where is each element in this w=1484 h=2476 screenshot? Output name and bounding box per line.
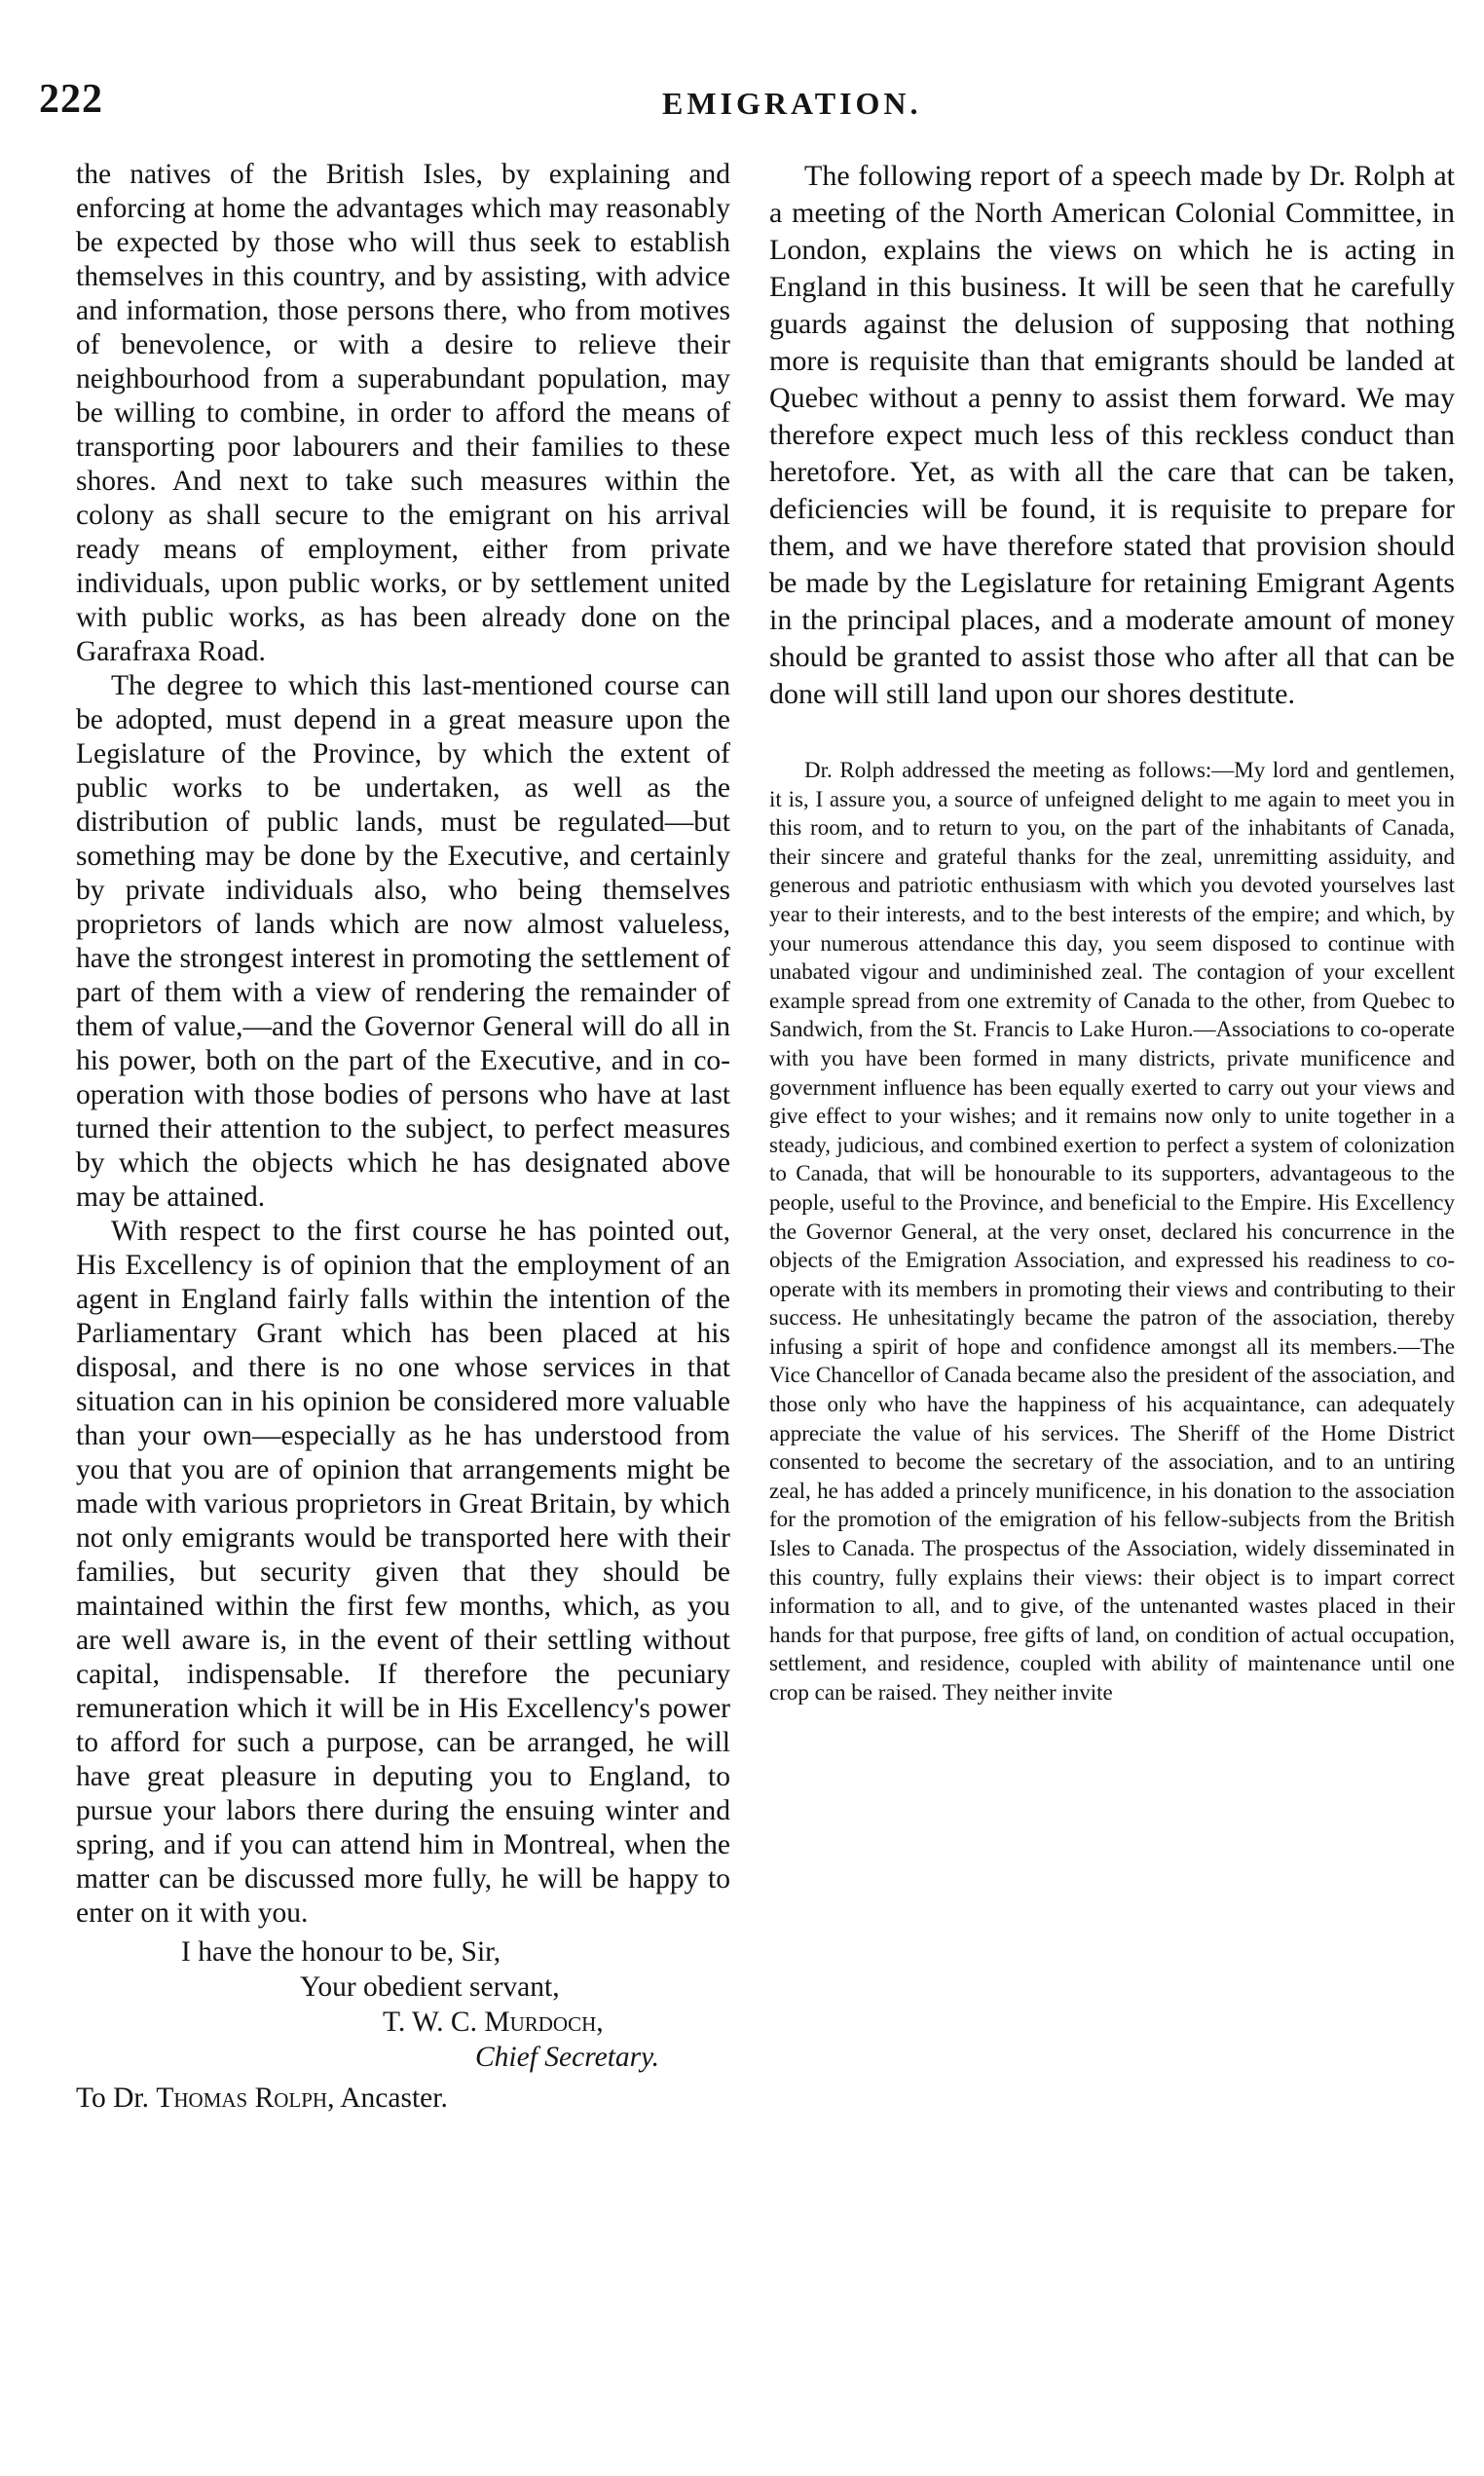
addressee-name: Thomas Rolph: [156, 2082, 328, 2114]
page-number: 222: [39, 77, 103, 122]
letter-closing: [76, 1934, 730, 2116]
addressee-line: [76, 2081, 730, 2116]
left-column: [76, 158, 730, 2116]
signature: T. W. C. Murdoch,: [383, 2007, 604, 2038]
closing-servant: Your obedient servant,: [300, 1971, 560, 2003]
speech-report: Dr. Rolph addressed the meeting as follows:—My lord and gentlemen, it is, I assure you, a source of unfeigned delight to me again to meet you in this room, and to return to you, on the part of the inhabitants of Canada, their sincere and grateful thanks for the zeal, unremitting assiduity, and generous and patriotic enthusiasm with which you devoted yourselves last year to their interests, and to the best interests of the empire; and which, by your numerous attendance this day, you seem disposed to continue with unabated vigour and undiminished zeal. The contagion of your excellent example spread from one extremity of Canada to the other, from Quebec to Sandwich, from the St. Francis to Lake Huron.—Associations to co-operate with you have been formed in many districts, private munificence and government influence has been equally exerted to carry out your views and give effect to your wishes; and it remains now only to unite together in a steady, judicious, and combined exertion to perfect a system of colonization to Canada, that will be honourable to its supporters, advantageous to the people, useful to the Province, and beneficial to the Empire. His Excellency the Governor General, at the very onset, declared his concurrence in the objects of the Emigration Association, and expressed his readiness to co-operate with its members in promoting their views and contributing to their success. He unhesitatingly became the patron of the association, thereby infusing a spirit of hope and confidence amongst all its members.—The Vice Chancellor of Canada became also the president of the association, and those only who have the happiness of his acquaintance, can adequately appreciate the value of his services. The Sheriff of the Home District consented to become the secretary of the association, and to an untiring zeal, he has added a princely munificence, in his donation to the association for the promotion of the emigration of his fellow-subjects from the British Isles to Canada. The prospectus of the Association, widely disseminated in this country, fully explains their views: their object is to impart correct information to all, and to give, of the untenanted wastes placed in their hands for that purpose, free gifts of land, on condition of actual occupation, settlement, and residence, coupled with ability of maintenance until one crop can be raised. They neither invite: [769, 758, 1455, 1705]
page-header: [39, 76, 1461, 134]
closing-line: I have the honour to be, Sir,: [181, 1936, 501, 1968]
paragraph-continuation: the natives of the British Isles, by explaining and enforcing at home the advantages which may reasonably be expected by those who will thus seek to establish themselves in this country, and by assisting, with advice and information, those persons there, who from motives of benevolence, or with a desire to relieve their neighbourhood from a superabundant population, may be willing to combine, in order to afford the means of transporting poor labourers and their families to these shores. And next to take such measures within the colony as shall secure to the emigrant on his arrival ready means of employment, either from private individuals, upon public works, or by settlement united with public works, as has been already done on the Garafraxa Road.: [76, 159, 730, 667]
editorial-intro: The following report of a speech made by Dr. Rolph at a meeting of the North American Colonial Committee, in London, explains the views on which he is acting in England in this business. It will be seen that he carefully guards against the delusion of supposing that nothing more is requisite than that emigrants should be landed at Quebec without a penny to assist them forward. We may therefore expect much less of this reckless conduct than heretofore. Yet, as with all the care that can be taken, deficiencies will be found, it is requisite to prepare for them, and we have therefore stated that provision should be made by the Legislature for retaining Emigrant Agents in the principal places, and a moderate amount of money should be granted to assist those who after all that can be done will still land upon our shores destitute.: [769, 160, 1455, 710]
paragraph-degree: The degree to which this last-mentioned course can be adopted, must depend in a great measure upon the Legislature of the Province, by which the extent of public works to be undertaken, as well as the distribution of public lands, must be regulated—but something may be done by the Executive, and certainly by private individuals also, who being themselves proprietors of lands which are now almost valueless, have the strongest interest in promoting the settlement of part of them with a view of rendering the remainder of them of value,—and the Governor General will do all in his power, both on the part of the Executive, and in co-operation with those bodies of persons who have at last turned their attention to the subject, to perfect measures by which the objects which he has designated above may be attained.: [76, 670, 730, 1213]
addressee-prefix: To Dr.: [76, 2082, 157, 2114]
paragraph-first-course: With respect to the first course he has pointed out, His Excellency is of opinion that the employment of an agent in England fairly falls within the intention of the Parliamentary Grant which has been placed at his disposal, and there is no one whose services in that situation can in his opinion be considered more valuable than your own—especially as he has understood from you that you are of opinion that arrangements might be made with various proprietors in Great Britain, by which not only emigrants would be transported here with their families, but security given that they should be maintained within the first few months, which, as you are well aware is, in the event of their settling without capital, indispensable. If therefore the pecuniary remuneration which it will be in His Excellency's power to afford for such a purpose, can be arranged, he will have great pleasure in deputing you to England, to pursue your labors there during the ensuing winter and spring, and if you can attend him in Montreal, when the matter can be discussed more fully, he will be happy to enter on it with you.: [76, 1216, 730, 1929]
running-head: EMIGRATION.: [662, 86, 922, 121]
addressee-place: , Ancaster.: [327, 2082, 448, 2114]
signatory-title: Chief Secretary.: [475, 2042, 659, 2073]
right-column: [769, 158, 1455, 1730]
